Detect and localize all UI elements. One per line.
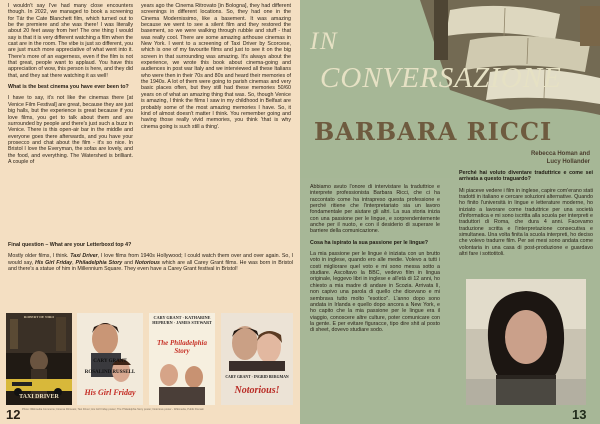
answer-text: and <box>122 259 135 266</box>
right-column-b <box>459 170 593 262</box>
portrait-photo <box>466 279 586 405</box>
poster-his-girl-friday <box>77 313 143 405</box>
header-banner <box>300 0 600 178</box>
film-title: Philadelphia Story <box>75 259 123 266</box>
author: Rebecca Homan and <box>530 151 590 157</box>
left-column-b <box>141 3 291 135</box>
page-number: 13 <box>572 407 587 422</box>
paragraph: La mia passione per le lingue è iniziata con un brutto voto in inglese, quando ero alle medie. Volevo a tutti i costi migliorare quel voto e mi sono messa sotto a studiare. Ascoltavo la BBC, vedevo film in lingua originale, leggevo libri in inglese e all'età di 12 anni, ho chiesto a mia madre di andare in Scozia. Arrivata lì, non capivo una parola di quello che dicevano e mi sembrava tutto molto "esotico". L'anno dopo sono andata in Irlanda e quello dopo ancora a New York, e ho capito che la mia passione per le lingue era il viaggio, conoscere altre culture, poter comunicare con la gente. E per evitare figuracce, tipo dire shit al posto di sheet, dovevo studiare sodo. <box>310 251 440 334</box>
answer-text: , I love films from 1940s Hollywood; I could watch them over and over again. So, I would say, <box>8 253 293 266</box>
poster-credit: ROBERT DE NIRO <box>23 315 55 319</box>
answer-text: Mostly older films, I think. <box>8 253 71 260</box>
question-text: Final question – What are your Letterboxd top 4? <box>8 242 132 248</box>
question-text: Perché hai voluto diventare traduttrice e come sei arrivata a questo traguardo? <box>459 170 593 183</box>
kicker-in: IN <box>310 28 338 55</box>
paragraph: years ago the Cinema Ritrovato [in Bologna], they had different screenings in different locations. So, they had one in the Cinema Modernissimo, like a basement. It was amazing because we went to see a silent film and they restored the basement, so we were walking through rubble and stuff - that was really cool. There are some amazing arthouse cinemas in New York. I went to a screening of Taxi Driver by Scorcese, which is one of my favourite films and just to see it on the big screen in that surrounding was amazing. It's always about the experience, we wrote this book about cinema-going and audiences in post war Italy and we interviewed all these Italians who were then in their 70s and 80s and heard their memories of the 1940s. A lot of them were going to parish cinemas and very basic places often, but they still had these memories 50/60 years on of what an amazing thing that was. So, though Venice is amazing, I think the films I saw in my childhood in Belfast are probably some of the most amazing memories I have. So, it kind of almost doesn't matter I think. You remember going and having those really vivid memories, you think 'that is why cinema going is such still a thing'. <box>141 3 291 130</box>
question <box>8 84 133 90</box>
interviewee-name: BARBARA RICCI <box>314 117 553 146</box>
poster-sub: ROSALIND RUSSELL <box>84 370 136 375</box>
byline <box>531 150 590 166</box>
poster-title: TAXI DRIVER <box>19 394 59 400</box>
film-posters <box>6 313 296 405</box>
image-credits: Photo: Wikimedia Commons; Cinema Ritrovato; Taxi Driver; His Girl Friday poster; The Philadelphia Story poster; Notorious poster - Wikimedia, Public Domain <box>22 408 204 411</box>
answer-text: , <box>72 259 76 266</box>
paragraph: Mi piaceve vedere i film in inglese, capire com'erano stati tradotti in italiano e cercare soluzioni alternative. Quando ho finito l'università in lingue e letterature moderne, ho iniziato a lavorare come traduttrice per una società d'informatica e mi sono iscritta alla scuola per interpreti e traduttori di Roma, che dura 4 anni. Facevamo traduzione scritta e l'interpretazione consecutiva e simultanea. Una volta finita la scuola interpreti, ho deciso che volevo tradurre film. Per sei mesi sono andata come volontaria in una casa di post-produzione e guardavo altri fare i sottotitoli. <box>459 187 593 258</box>
question-text: Cosa ha ispirato la sua passione per le lingue? <box>310 239 429 246</box>
taxi-driver-artwork <box>6 313 72 405</box>
poster-top: CARY GRANT <box>93 359 127 364</box>
final-question-block <box>8 242 293 277</box>
poster-philadelphia-story <box>149 313 215 405</box>
kicker-conversazione: CONVERSAZIONE <box>320 62 562 94</box>
question <box>8 242 293 248</box>
poster-taxi-driver <box>6 313 72 405</box>
portrait-artwork <box>466 279 586 405</box>
page-number: 12 <box>6 407 21 422</box>
poster-notorious <box>221 313 293 405</box>
film-title: His Girl Friday <box>35 259 73 266</box>
poster-title: Notorious! <box>234 385 280 396</box>
intro-paragraph: Abbiamo avuto l'onore di intervistare la traduttrice e interprete professionista Barbara Ricci, che ci ha raccontato come ha intrapreso questa professione e perché ritiene che l'interpretariato sia un lavoro fondamentale per aiutare gli altri. La sua storia inizia con una passione per le lingue, e sorprendentemente anche per il nuoto, e con il desiderio di superare le barriere della comunicazione. <box>310 184 440 235</box>
answer-text: which are all Carey Grant films. He was born in Bristol and there's a statue of him in Millennium Square. They even have a Carey Grant festival in Bristol! <box>8 259 293 273</box>
poster-top: CARY GRANT · INGRID BERGMAN <box>225 375 289 379</box>
paragraph <box>8 253 293 272</box>
poster-top: CARY GRANT · KATHARINE HEPBURN · JAMES STEWART <box>152 315 212 325</box>
poster-title: His Girl Friday <box>84 388 136 397</box>
right-column-a <box>310 184 440 339</box>
paragraph: I wouldn't say I've had many close encounters though. In 2022, we managed to book a screening for Tár the Cate Blanchett film, which turned out to be the premiere and she was there! I was literally about 20 feet away from her! The one thing I would say is that it is very different watching a film when the cast are in the room. The vibe is just so different, you are just much more appreciative of what went into it. There's more of an eagerness, even if the film is not that great, people want to applaud. You have this appreciation of wow, this person is here, and they did that, and they sat there watching it as well! <box>8 3 133 79</box>
film-title: Taxi Driver <box>70 253 98 260</box>
paragraph: I have to say, it's not like the cinemas there [at Venice Film Festival] are great, because they are just big halls, but the experience is great because if you love films, you get to talk about them and are surrounded by people and there's just such a buzz in Venice. There is this open-air bar in the middle and everyone goes there afterwards, and you have your prosecco and chat about the film - it's so nice. In Bristol I love the Everyman, the sofas are lovely, and the food, and everything. The Watershed is brilliant. A couple of <box>8 95 133 165</box>
poster-title: The Philadelphia Story <box>157 339 207 355</box>
question-text: What is the best cinema you have ever been to? <box>8 84 129 91</box>
film-title: Notorious <box>134 259 160 266</box>
philadelphia-story-artwork <box>149 313 215 405</box>
page-right <box>300 0 600 424</box>
author: Lucy Hollander <box>546 159 590 165</box>
left-column-a <box>8 3 133 170</box>
